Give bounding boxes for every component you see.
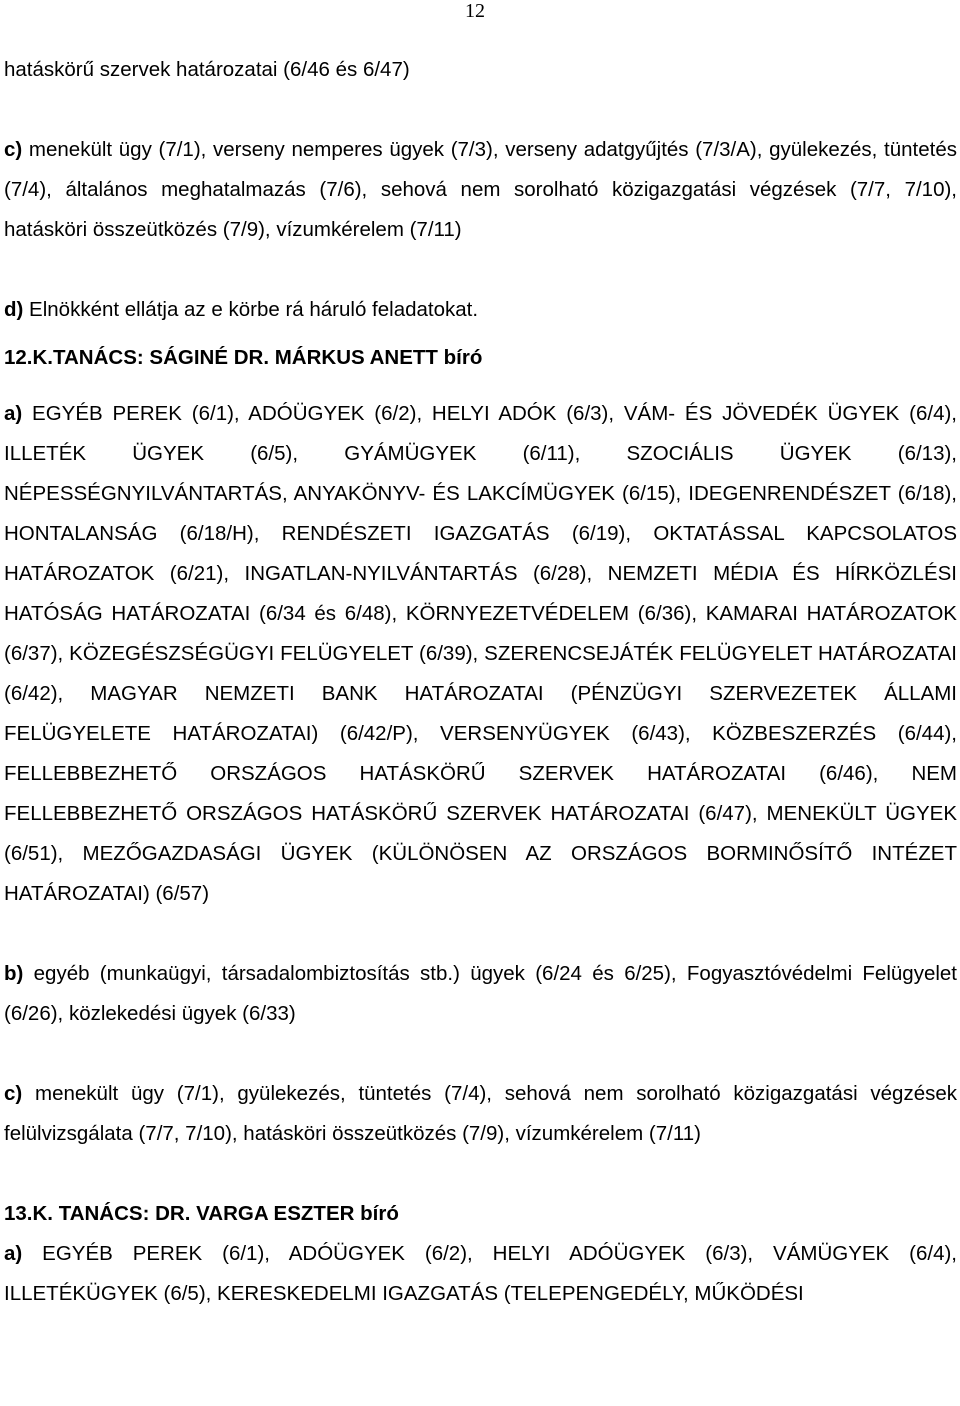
item-label: a) <box>4 1242 23 1265</box>
item-label: b) <box>4 962 24 985</box>
item-label: a) <box>4 402 23 425</box>
section-heading-12 <box>4 338 957 378</box>
paragraph-item-b <box>4 954 957 1034</box>
item-label: d) <box>4 298 24 321</box>
item-text: EGYÉB PEREK (6/1), ADÓÜGYEK (6/2), HELYI ADÓÜGYEK (6/3), VÁMÜGYEK (6/4), ILLETÉKÜGYEK (6/5), KERESKEDELMI IGAZGATÁS (TELEPENGEDÉLY, MŰKÖDÉSI <box>4 1242 957 1305</box>
section-heading-13 <box>4 1194 957 1234</box>
paragraph-item-a-2 <box>4 1234 957 1314</box>
item-text: Elnökként ellátja az e körbe rá háruló feladatokat. <box>23 298 479 321</box>
paragraph-item-a <box>4 394 957 914</box>
paragraph-item-c <box>4 130 957 250</box>
item-text: egyéb (munkaügyi, társadalombiztosítás stb.) ügyek (6/24 és 6/25), Fogyasztóvédelmi Felügyelet (6/26), közlekedési ügyek (6/33) <box>4 962 957 1025</box>
item-text: menekült ügy (7/1), gyülekezés, tüntetés (7/4), sehová nem sorolható közigazgatási végzések felülvizsgálata (7/7, 7/10), hatásköri összeütközés (7/9), vízumkérelem (7/11) <box>4 1082 957 1145</box>
item-label: c) <box>4 138 23 161</box>
page-number: 12 <box>465 0 485 22</box>
document-body <box>4 50 957 1314</box>
item-text: menekült ügy (7/1), verseny nemperes ügyek (7/3), verseny adatgyűjtés (7/3/A), gyülekezés, tüntetés (7/4), általános meghatalmazás (7/6), sehová nem sorolható közigazgatási végzések (7/7, 7/10), hatásköri összeütközés (7/9), vízumkérelem (7/11) <box>4 138 957 241</box>
heading-text: 12.K.TANÁCS: SÁGINÉ DR. MÁRKUS ANETT bíró <box>4 346 483 369</box>
paragraph-item-c-2 <box>4 1074 957 1154</box>
item-text: EGYÉB PEREK (6/1), ADÓÜGYEK (6/2), HELYI ADÓK (6/3), VÁM- ÉS JÖVEDÉK ÜGYEK (6/4), ILLETÉK ÜGYEK (6/5), GYÁMÜGYEK (6/11), SZOCIÁLIS ÜGYEK (6/13), NÉPESSÉGNYILVÁNTARTÁS, ANYAKÖNYV- ÉS LAKCÍMÜGYEK (6/15), IDEGENRENDÉSZET (6/18), HONTALANSÁG (6/18/H), RENDÉSZETI IGAZGATÁS (6/19), OKTATÁSSAL KAPCSOLATOS HATÁROZATOK (6/21), INGATLAN-NYILVÁNTARTÁS (6/28), NEMZETI MÉDIA ÉS HÍRKÖZLÉSI HATÓSÁG HATÁROZATAI (6/34 és 6/48), KÖRNYEZETVÉDELEM (6/36), KAMARAI HATÁROZATOK (6/37), KÖZEGÉSZSÉGÜGYI FELÜGYELET (6/39), SZERENCSEJÁTÉK FELÜGYELET HATÁROZATAI (6/42), MAGYAR NEMZETI BANK HATÁROZATAI (PÉNZÜGYI SZERVEZETEK ÁLLAMI FELÜGYELETE HATÁROZATAI) (6/42/P), VERSENYÜGYEK (6/43), KÖZBESZERZÉS (6/44), FELLEBBEZHETŐ ORSZÁGOS HATÁSKÖRŰ SZERVEK HATÁROZATAI (6/46), NEM FELLEBBEZHETŐ ORSZÁGOS HATÁSKÖRŰ SZERVEK HATÁROZATAI (6/47), MENEKÜLT ÜGYEK (6/51), MEZŐGAZDASÁGI ÜGYEK (KÜLÖNÖSEN AZ ORSZÁGOS BORMINŐSÍTŐ INTÉZET HATÁROZATAI) (6/57) <box>4 402 957 905</box>
heading-text: 13.K. TANÁCS: DR. VARGA ESZTER bíró <box>4 1202 399 1225</box>
item-label: c) <box>4 1082 23 1105</box>
paragraph-continuation: hatáskörű szervek határozatai (6/46 és 6/47) <box>4 58 410 81</box>
paragraph-item-d <box>4 290 957 330</box>
